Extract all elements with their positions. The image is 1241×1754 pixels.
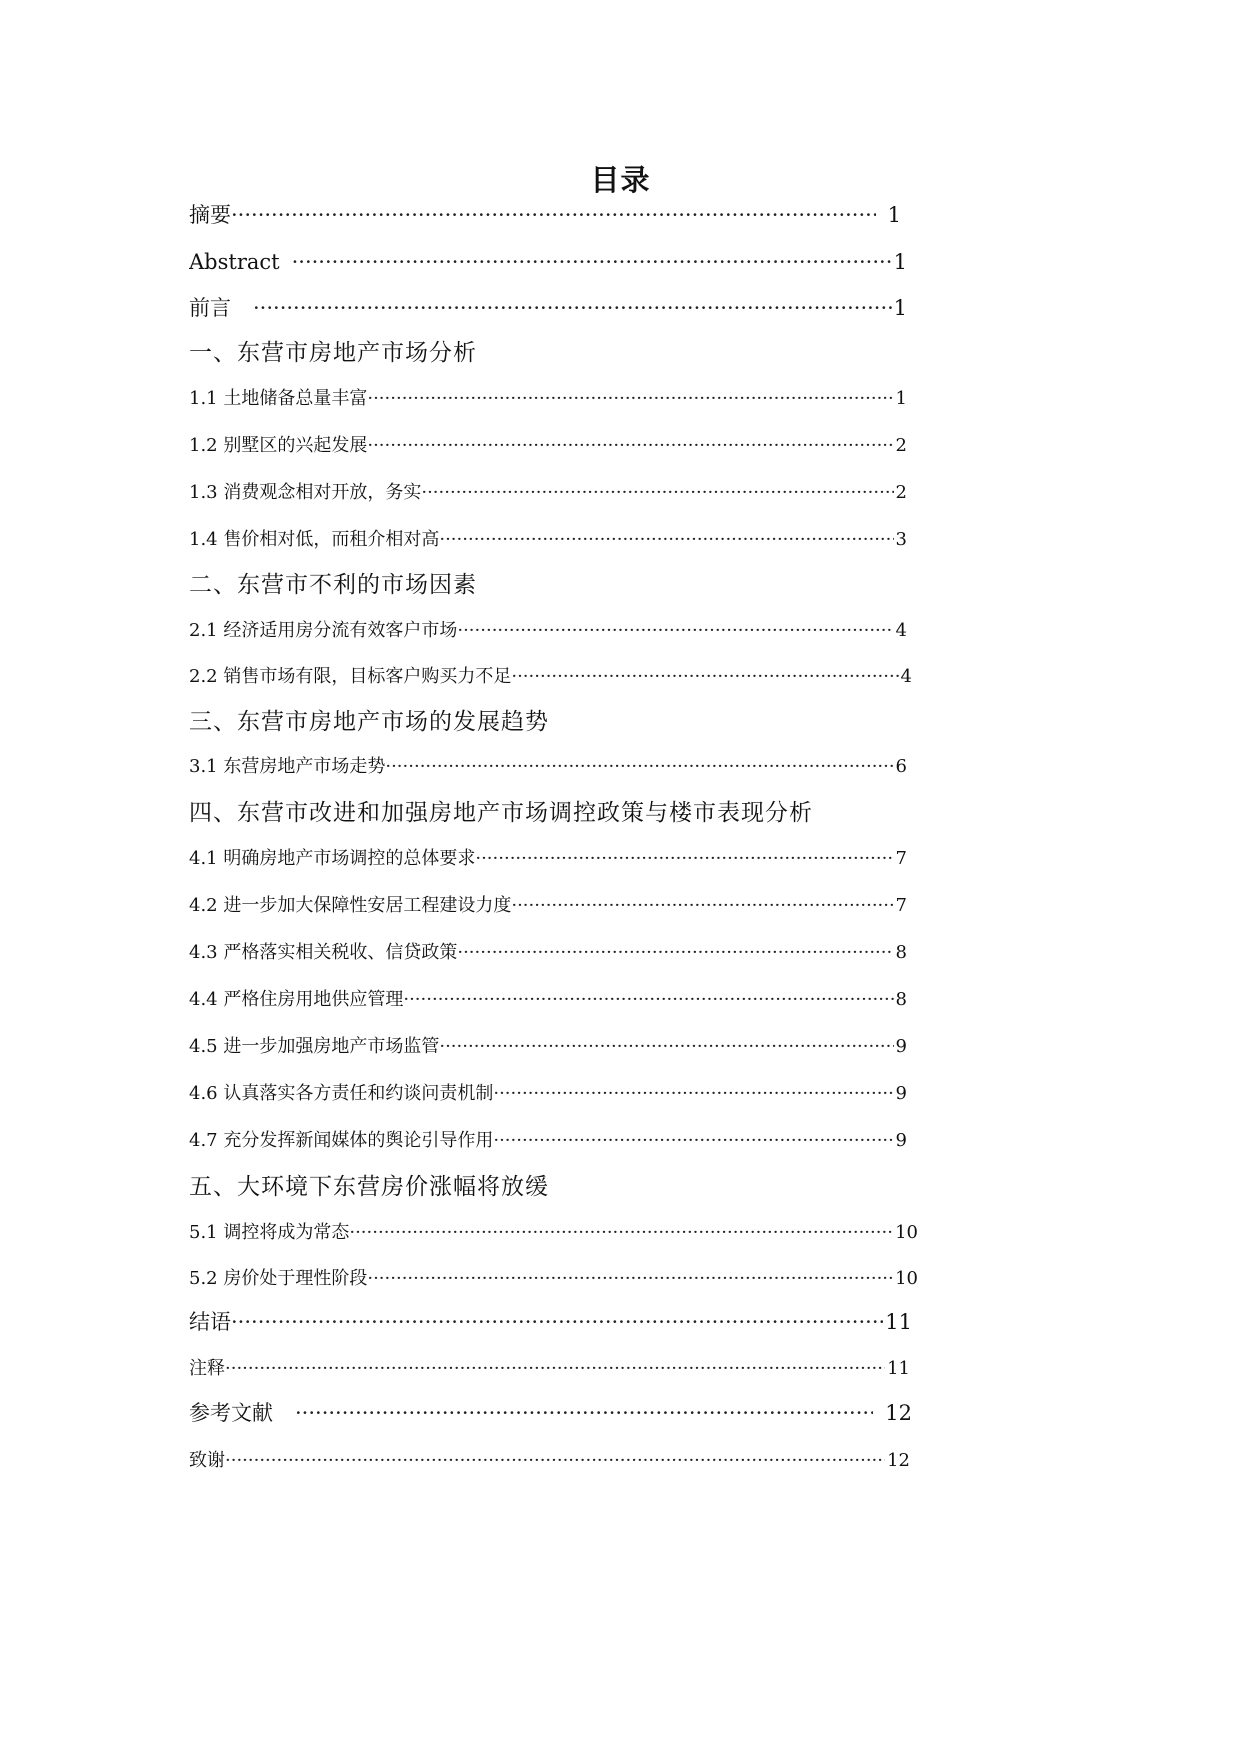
toc-entry-2-2[interactable] xyxy=(189,662,912,692)
toc-entry-label: 5.2 房价处于理性阶段 xyxy=(189,1268,368,1289)
toc-entry-4-2[interactable] xyxy=(189,891,907,921)
toc-page-number: 1 xyxy=(895,388,907,409)
dot-leader xyxy=(457,938,893,968)
dot-leader xyxy=(367,384,893,414)
toc-entry-4-4[interactable] xyxy=(189,985,907,1015)
toc-page-number: 7 xyxy=(895,895,907,916)
dot-leader xyxy=(511,891,893,921)
toc-page-number: 4 xyxy=(900,666,912,687)
toc-entry-4-1[interactable] xyxy=(189,844,907,874)
toc-page-number: 7 xyxy=(895,848,907,869)
toc-entry-4-7[interactable] xyxy=(189,1126,907,1156)
toc-entry-5-2[interactable] xyxy=(189,1264,918,1294)
dot-leader xyxy=(421,478,893,508)
dot-leader xyxy=(225,1446,885,1476)
toc-entry-label: 4.2 进一步加大保障性安居工程建设力度 xyxy=(189,895,512,916)
dot-leader xyxy=(225,1354,885,1384)
dot-leader xyxy=(295,1397,873,1429)
toc-entry-label: 4.1 明确房地产市场调控的总体要求 xyxy=(189,848,476,869)
dot-leader xyxy=(457,616,893,646)
toc-entry-label: 前言 xyxy=(189,296,231,320)
dot-leader xyxy=(367,431,893,461)
toc-entry-abstract-cn[interactable] xyxy=(189,199,901,231)
toc-entry-label: 4.3 严格落实相关税收、信贷政策 xyxy=(189,942,458,963)
toc-entry-label: 4.4 严格住房用地供应管理 xyxy=(189,989,404,1010)
toc-entry-acknowledgements[interactable] xyxy=(189,1446,910,1476)
toc-entry-label: 致谢 xyxy=(189,1450,225,1471)
toc-entry-label: 2.2 销售市场有限，目标客户购买力不足 xyxy=(189,666,512,687)
toc-page-number: 4 xyxy=(895,620,907,641)
dot-leader xyxy=(493,1079,893,1109)
toc-entry-conclusion[interactable] xyxy=(189,1306,912,1338)
toc-page-number: 10 xyxy=(895,1222,918,1243)
toc-entry-1-1[interactable] xyxy=(189,384,907,414)
toc-entry-4-6[interactable] xyxy=(189,1079,907,1109)
toc-entry-label: Abstract xyxy=(189,250,280,274)
toc-entry-4-5[interactable] xyxy=(189,1032,907,1062)
toc-page-number: 11 xyxy=(885,1310,912,1334)
toc-chapter-label: 五、大环境下东营房价涨幅将放缓 xyxy=(189,1174,549,1200)
dot-leader xyxy=(511,662,898,692)
toc-entry-references[interactable] xyxy=(189,1397,912,1429)
toc-entry-abstract-en[interactable] xyxy=(189,246,907,278)
toc-entry-label: 1.3 消费观念相对开放，务实 xyxy=(189,482,422,503)
toc-page-number: 10 xyxy=(895,1268,918,1289)
toc-chapter-1[interactable] xyxy=(189,335,909,371)
toc-entry-3-1[interactable] xyxy=(189,752,907,782)
toc-entry-label: 参考文献 xyxy=(189,1401,273,1425)
toc-entry-label: 3.1 东营房地产市场走势 xyxy=(189,756,386,777)
toc-entry-4-3[interactable] xyxy=(189,938,907,968)
toc-entry-notes[interactable] xyxy=(189,1354,910,1384)
dot-leader xyxy=(231,1306,883,1338)
dot-leader xyxy=(385,752,893,782)
toc-page-number: 9 xyxy=(895,1036,907,1057)
dot-leader xyxy=(253,292,892,324)
toc-page-number: 3 xyxy=(895,529,907,550)
toc-chapter-3[interactable] xyxy=(189,704,909,740)
toc-entry-5-1[interactable] xyxy=(189,1218,918,1248)
toc-page-number: 2 xyxy=(895,482,907,503)
toc-page-number: 9 xyxy=(895,1083,907,1104)
toc-chapter-4[interactable] xyxy=(189,795,909,831)
toc-page-number: 8 xyxy=(895,989,907,1010)
toc-entry-label: 1.2 别墅区的兴起发展 xyxy=(189,435,368,456)
dot-leader xyxy=(403,985,893,1015)
toc-entry-label: 结语 xyxy=(189,1310,231,1334)
toc-entry-preface[interactable] xyxy=(189,292,907,324)
dot-leader xyxy=(231,199,876,231)
toc-page-number: 9 xyxy=(895,1130,907,1151)
dot-leader xyxy=(439,1032,893,1062)
toc-chapter-label: 二、东营市不利的市场因素 xyxy=(189,572,477,598)
dot-leader xyxy=(292,246,892,278)
toc-chapter-5[interactable] xyxy=(189,1169,909,1205)
toc-entry-1-3[interactable] xyxy=(189,478,907,508)
toc-chapter-label: 一、东营市房地产市场分析 xyxy=(189,340,477,366)
toc-page-number: 1 xyxy=(893,296,907,320)
toc-entry-label: 2.1 经济适用房分流有效客户市场 xyxy=(189,620,458,641)
toc-entry-1-4[interactable] xyxy=(189,525,907,555)
toc-entry-2-1[interactable] xyxy=(189,616,907,646)
toc-page-number: 1 xyxy=(887,203,901,227)
toc-page-number: 11 xyxy=(887,1358,910,1379)
dot-leader xyxy=(367,1264,893,1294)
page-title: 目录 xyxy=(590,163,651,197)
toc-entry-1-2[interactable] xyxy=(189,431,907,461)
dot-leader xyxy=(493,1126,893,1156)
dot-leader xyxy=(349,1218,893,1248)
dot-leader xyxy=(439,525,893,555)
toc-entry-label: 4.5 进一步加强房地产市场监管 xyxy=(189,1036,440,1057)
toc-entry-label: 1.4 售价相对低，而租介相对高 xyxy=(189,529,440,550)
toc-chapter-2[interactable] xyxy=(189,567,909,603)
toc-page-number: 12 xyxy=(885,1401,912,1425)
dot-leader xyxy=(475,844,893,874)
toc-page-number: 1 xyxy=(893,250,907,274)
toc-entry-label: 摘要 xyxy=(189,203,231,227)
toc-entry-label: 1.1 土地储备总量丰富 xyxy=(189,388,368,409)
toc-entry-label: 4.6 认真落实各方责任和约谈问责机制 xyxy=(189,1083,494,1104)
toc-page-number: 8 xyxy=(895,942,907,963)
toc-page-number: 6 xyxy=(895,756,907,777)
toc-page-number: 12 xyxy=(887,1450,910,1471)
toc-entry-label: 4.7 充分发挥新闻媒体的舆论引导作用 xyxy=(189,1130,494,1151)
toc-chapter-label: 四、东营市改进和加强房地产市场调控政策与楼市表现分析 xyxy=(189,800,813,826)
toc-entry-label: 注释 xyxy=(189,1358,225,1379)
toc-entry-label: 5.1 调控将成为常态 xyxy=(189,1222,350,1243)
toc-page-number: 2 xyxy=(895,435,907,456)
toc-chapter-label: 三、东营市房地产市场的发展趋势 xyxy=(189,709,549,735)
